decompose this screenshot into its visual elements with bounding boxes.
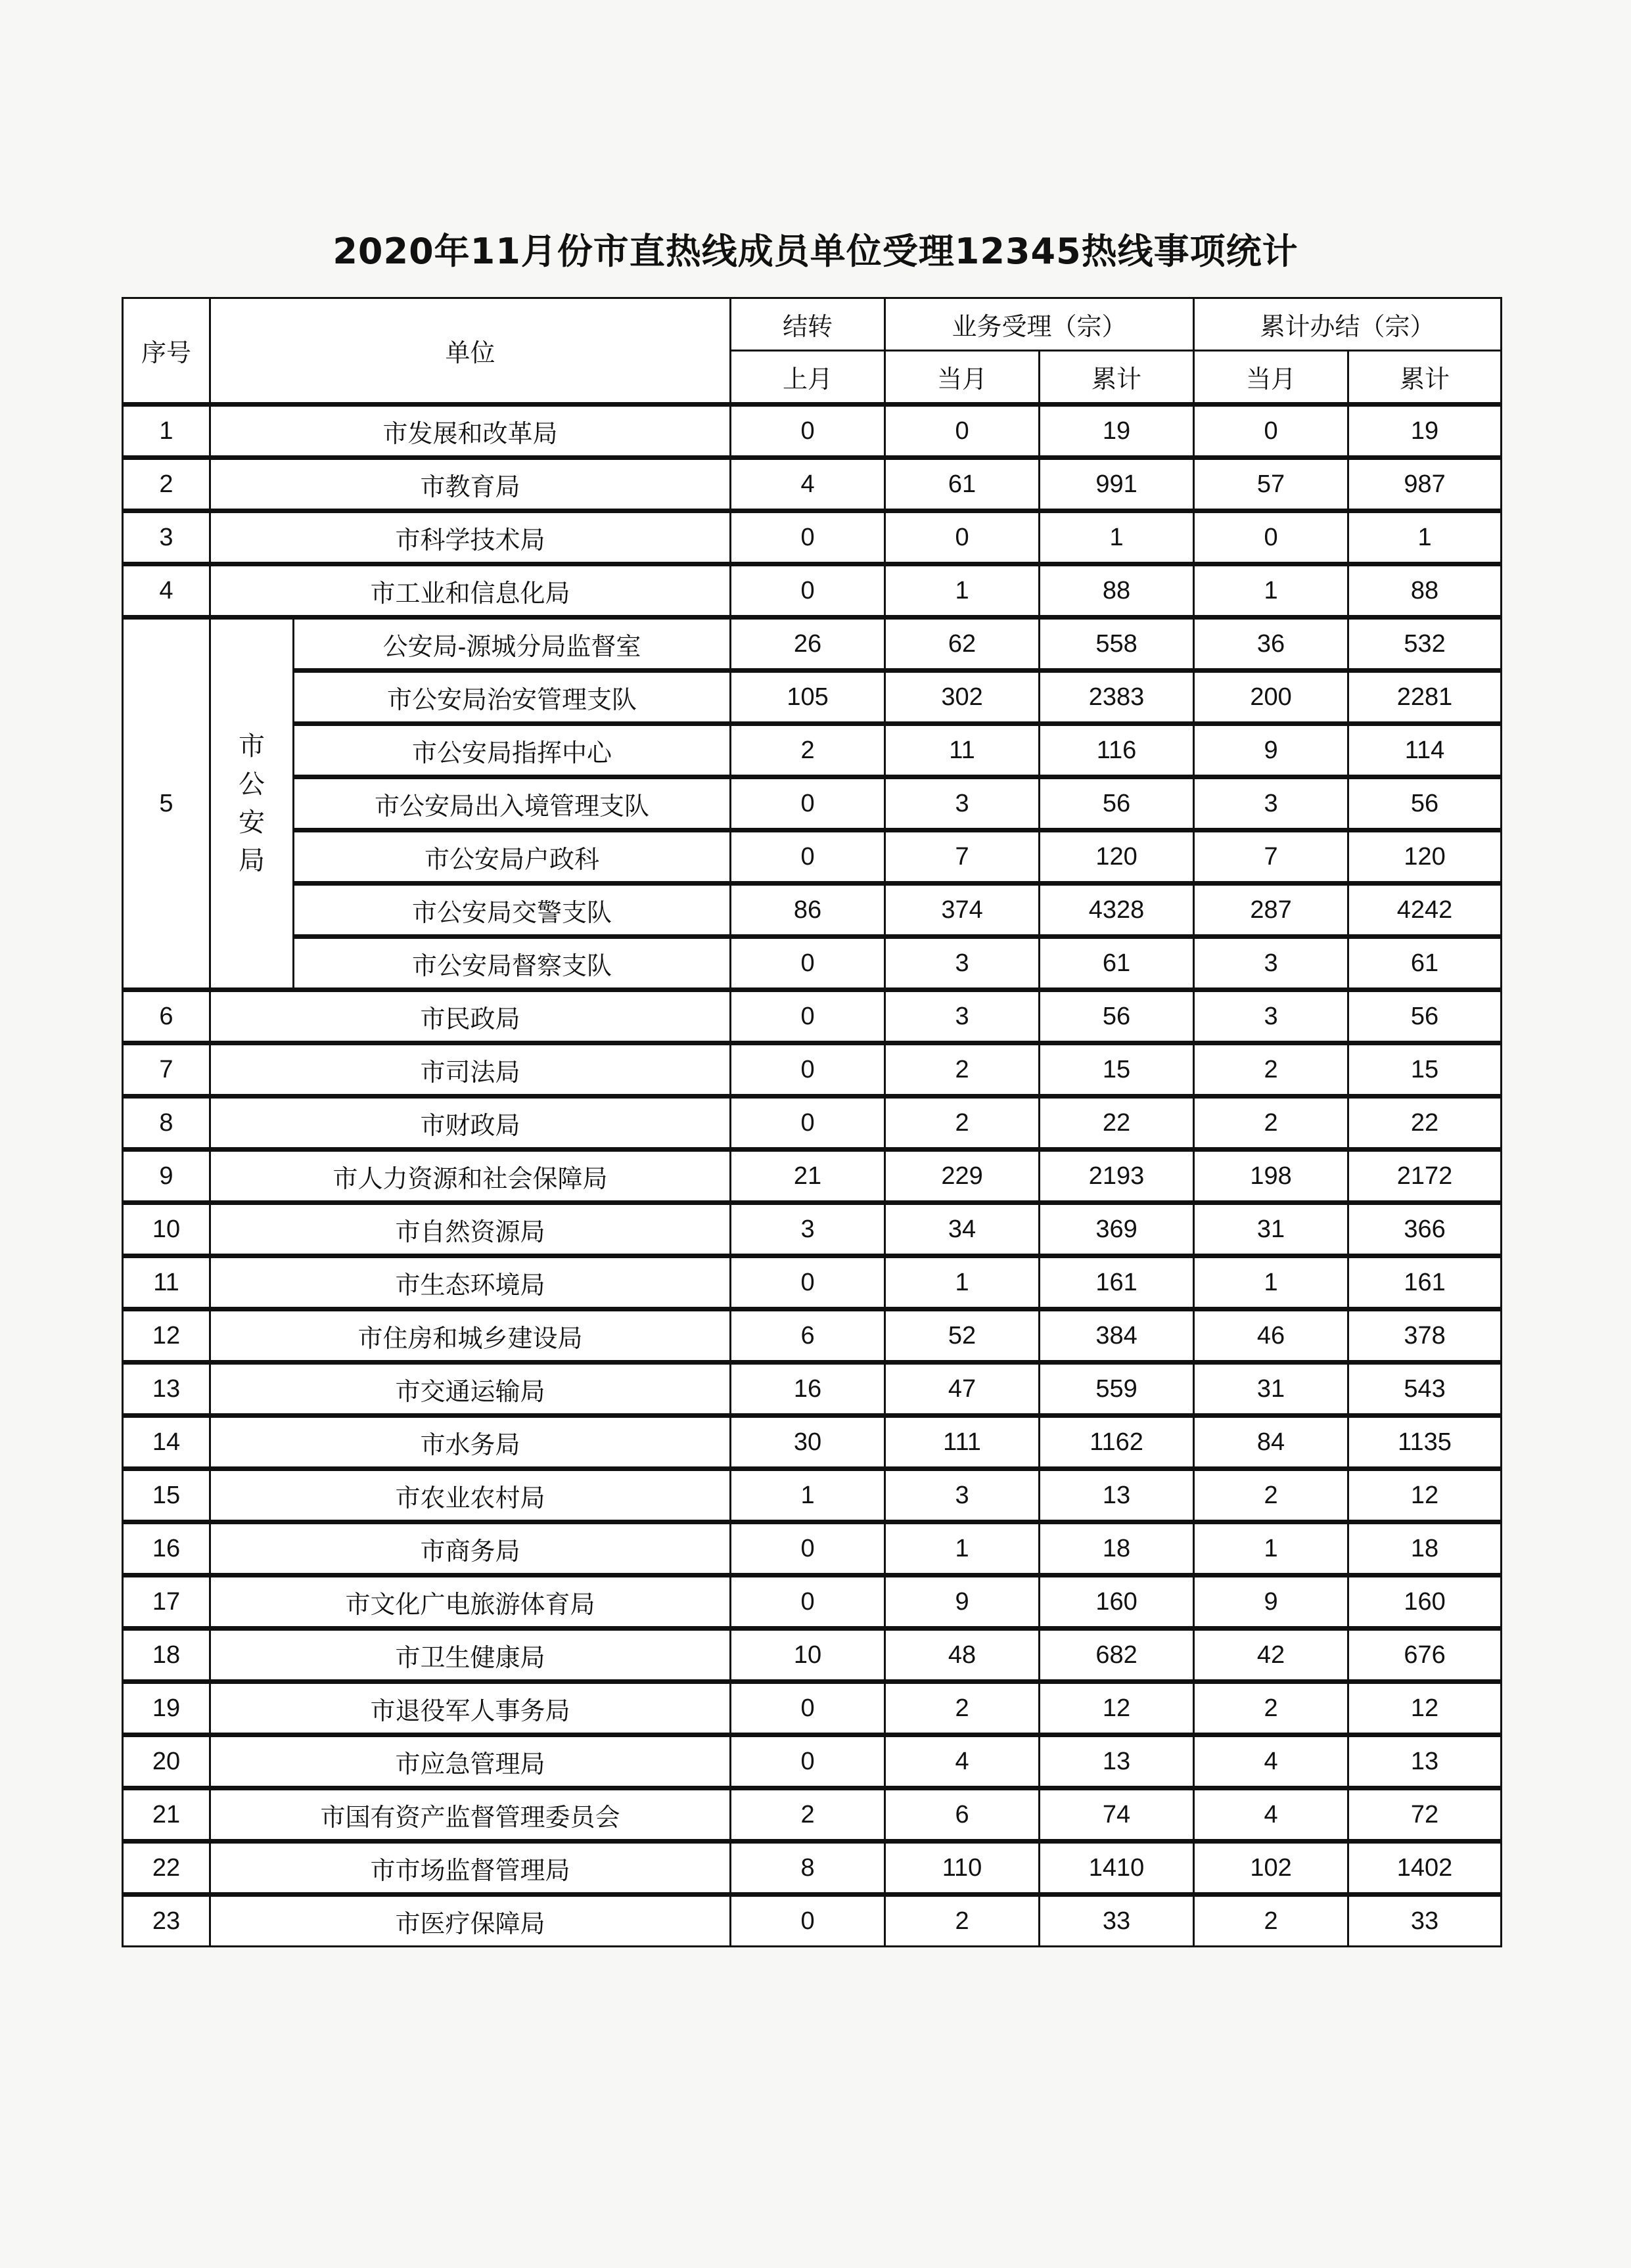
table-body	[123, 298, 1502, 1947]
close-total-cell: 160	[1348, 1576, 1502, 1629]
carry-cell: 3	[731, 1203, 885, 1256]
close-total-cell: 12	[1348, 1682, 1502, 1735]
close-total-cell: 366	[1348, 1203, 1502, 1256]
close-month-cell: 3	[1194, 777, 1348, 830]
close-total-cell: 56	[1348, 777, 1502, 830]
unit-cell: 市公安局出入境管理支队	[294, 777, 731, 830]
header-closed: 累计办结（宗）	[1194, 298, 1502, 351]
seq-cell: 19	[123, 1682, 210, 1735]
close-total-cell: 1135	[1348, 1416, 1502, 1469]
acc-month-cell: 374	[885, 884, 1040, 937]
table-row	[123, 1363, 1502, 1416]
carry-cell: 26	[731, 618, 885, 671]
header-carry: 结转	[731, 298, 885, 351]
table-row	[123, 405, 1502, 458]
carry-cell: 86	[731, 884, 885, 937]
acc-total-cell: 161	[1040, 1256, 1194, 1309]
seq-cell: 23	[123, 1895, 210, 1947]
acc-month-cell: 6	[885, 1788, 1040, 1842]
header-close-cumulative: 累计	[1348, 351, 1502, 405]
close-total-cell: 676	[1348, 1629, 1502, 1682]
close-month-cell: 0	[1194, 511, 1348, 564]
table-row	[123, 884, 1502, 937]
table-row	[123, 1203, 1502, 1256]
acc-month-cell: 1	[885, 1522, 1040, 1576]
carry-cell: 0	[731, 830, 885, 884]
table-row	[123, 511, 1502, 564]
table-row	[123, 1309, 1502, 1363]
acc-total-cell: 12	[1040, 1682, 1194, 1735]
acc-total-cell: 160	[1040, 1576, 1194, 1629]
table-row	[123, 1150, 1502, 1203]
acc-month-cell: 0	[885, 405, 1040, 458]
carry-cell: 0	[731, 1576, 885, 1629]
table-row	[123, 1682, 1502, 1735]
header-seq: 序号	[123, 298, 210, 405]
acc-total-cell: 1410	[1040, 1842, 1194, 1895]
close-total-cell: 88	[1348, 564, 1502, 618]
carry-cell: 105	[731, 671, 885, 724]
acc-total-cell: 33	[1040, 1895, 1194, 1947]
acc-month-cell: 34	[885, 1203, 1040, 1256]
police-group-label	[210, 618, 294, 990]
group-char: 公	[239, 770, 265, 799]
acc-total-cell: 22	[1040, 1097, 1194, 1150]
acc-month-cell: 4	[885, 1735, 1040, 1788]
table-row	[123, 1522, 1502, 1576]
close-month-cell: 42	[1194, 1629, 1348, 1682]
close-total-cell: 72	[1348, 1788, 1502, 1842]
close-month-cell: 1	[1194, 1256, 1348, 1309]
table-row	[123, 671, 1502, 724]
seq-cell: 14	[123, 1416, 210, 1469]
carry-cell: 1	[731, 1469, 885, 1522]
unit-cell: 公安局-源城分局监督室	[294, 618, 731, 671]
acc-month-cell: 3	[885, 990, 1040, 1043]
carry-cell: 0	[731, 511, 885, 564]
close-total-cell: 15	[1348, 1043, 1502, 1097]
close-month-cell: 2	[1194, 1895, 1348, 1947]
close-month-cell: 102	[1194, 1842, 1348, 1895]
carry-cell: 0	[731, 1097, 885, 1150]
acc-total-cell: 13	[1040, 1469, 1194, 1522]
acc-month-cell: 302	[885, 671, 1040, 724]
carry-cell: 0	[731, 1735, 885, 1788]
close-month-cell: 2	[1194, 1469, 1348, 1522]
unit-cell: 市商务局	[210, 1522, 731, 1576]
header-row-1	[123, 298, 1502, 351]
table-row	[123, 618, 1502, 671]
close-total-cell: 2281	[1348, 671, 1502, 724]
unit-cell: 市人力资源和社会保障局	[210, 1150, 731, 1203]
unit-cell: 市交通运输局	[210, 1363, 731, 1416]
acc-total-cell: 56	[1040, 777, 1194, 830]
unit-cell: 市水务局	[210, 1416, 731, 1469]
acc-total-cell: 56	[1040, 990, 1194, 1043]
header-accepted: 业务受理（宗）	[885, 298, 1194, 351]
acc-month-cell: 1	[885, 564, 1040, 618]
carry-cell: 2	[731, 1788, 885, 1842]
page-title: 2020年11月份市直热线成员单位受理12345热线事项统计	[333, 231, 1298, 272]
close-month-cell: 0	[1194, 405, 1348, 458]
carry-cell: 0	[731, 1682, 885, 1735]
acc-total-cell: 13	[1040, 1735, 1194, 1788]
seq-cell: 21	[123, 1788, 210, 1842]
close-total-cell: 19	[1348, 405, 1502, 458]
unit-cell: 市民政局	[210, 990, 731, 1043]
acc-month-cell: 110	[885, 1842, 1040, 1895]
carry-cell: 0	[731, 564, 885, 618]
close-month-cell: 2	[1194, 1682, 1348, 1735]
acc-month-cell: 7	[885, 830, 1040, 884]
carry-cell: 30	[731, 1416, 885, 1469]
seq-cell: 17	[123, 1576, 210, 1629]
close-total-cell: 22	[1348, 1097, 1502, 1150]
table-row	[123, 1576, 1502, 1629]
acc-month-cell: 229	[885, 1150, 1040, 1203]
close-month-cell: 1	[1194, 564, 1348, 618]
seq-cell: 1	[123, 405, 210, 458]
carry-cell: 4	[731, 458, 885, 511]
close-month-cell: 46	[1194, 1309, 1348, 1363]
unit-cell: 市医疗保障局	[210, 1895, 731, 1947]
header-last-month: 上月	[731, 351, 885, 405]
unit-cell: 市住房和城乡建设局	[210, 1309, 731, 1363]
header-acc-cumulative: 累计	[1040, 351, 1194, 405]
close-month-cell: 84	[1194, 1416, 1348, 1469]
acc-month-cell: 0	[885, 511, 1040, 564]
seq-cell: 2	[123, 458, 210, 511]
acc-total-cell: 61	[1040, 937, 1194, 990]
acc-total-cell: 2193	[1040, 1150, 1194, 1203]
unit-cell: 市退役军人事务局	[210, 1682, 731, 1735]
unit-cell: 市公安局指挥中心	[294, 724, 731, 777]
acc-month-cell: 9	[885, 1576, 1040, 1629]
acc-month-cell: 47	[885, 1363, 1040, 1416]
close-total-cell: 378	[1348, 1309, 1502, 1363]
unit-cell: 市公安局督察支队	[294, 937, 731, 990]
carry-cell: 16	[731, 1363, 885, 1416]
seq-cell: 13	[123, 1363, 210, 1416]
seq-cell: 16	[123, 1522, 210, 1576]
close-total-cell: 114	[1348, 724, 1502, 777]
seq-cell: 12	[123, 1309, 210, 1363]
close-total-cell: 18	[1348, 1522, 1502, 1576]
table-row	[123, 830, 1502, 884]
close-total-cell: 532	[1348, 618, 1502, 671]
acc-month-cell: 2	[885, 1043, 1040, 1097]
close-month-cell: 9	[1194, 724, 1348, 777]
acc-total-cell: 384	[1040, 1309, 1194, 1363]
carry-cell: 2	[731, 724, 885, 777]
acc-total-cell: 682	[1040, 1629, 1194, 1682]
acc-total-cell: 19	[1040, 405, 1194, 458]
close-total-cell: 161	[1348, 1256, 1502, 1309]
close-month-cell: 2	[1194, 1097, 1348, 1150]
close-month-cell: 198	[1194, 1150, 1348, 1203]
table-row	[123, 458, 1502, 511]
seq-cell: 11	[123, 1256, 210, 1309]
close-month-cell: 287	[1194, 884, 1348, 937]
table-row	[123, 564, 1502, 618]
acc-total-cell: 116	[1040, 724, 1194, 777]
group-char: 安	[239, 808, 265, 837]
close-month-cell: 31	[1194, 1363, 1348, 1416]
close-month-cell: 2	[1194, 1043, 1348, 1097]
unit-cell: 市公安局户政科	[294, 830, 731, 884]
unit-cell: 市卫生健康局	[210, 1629, 731, 1682]
carry-cell: 0	[731, 937, 885, 990]
table-row	[123, 1043, 1502, 1097]
acc-total-cell: 2383	[1040, 671, 1194, 724]
close-total-cell: 987	[1348, 458, 1502, 511]
seq-cell: 15	[123, 1469, 210, 1522]
unit-cell: 市司法局	[210, 1043, 731, 1097]
seq-cell: 4	[123, 564, 210, 618]
table-row	[123, 724, 1502, 777]
acc-total-cell: 15	[1040, 1043, 1194, 1097]
group-char: 局	[239, 846, 265, 875]
acc-month-cell: 11	[885, 724, 1040, 777]
acc-total-cell: 558	[1040, 618, 1194, 671]
close-month-cell: 7	[1194, 830, 1348, 884]
header-unit: 单位	[210, 298, 731, 405]
table-row	[123, 1842, 1502, 1895]
acc-total-cell: 1162	[1040, 1416, 1194, 1469]
seq-cell: 18	[123, 1629, 210, 1682]
carry-cell: 0	[731, 1256, 885, 1309]
seq-cell: 20	[123, 1735, 210, 1788]
close-month-cell: 200	[1194, 671, 1348, 724]
unit-cell: 市文化广电旅游体育局	[210, 1576, 731, 1629]
close-total-cell: 61	[1348, 937, 1502, 990]
unit-cell: 市市场监督管理局	[210, 1842, 731, 1895]
acc-month-cell: 2	[885, 1682, 1040, 1735]
close-total-cell: 2172	[1348, 1150, 1502, 1203]
acc-month-cell: 111	[885, 1416, 1040, 1469]
seq-cell: 3	[123, 511, 210, 564]
close-total-cell: 33	[1348, 1895, 1502, 1947]
acc-total-cell: 559	[1040, 1363, 1194, 1416]
acc-month-cell: 61	[885, 458, 1040, 511]
acc-month-cell: 1	[885, 1256, 1040, 1309]
seq-cell: 6	[123, 990, 210, 1043]
table-row	[123, 1097, 1502, 1150]
carry-cell: 0	[731, 990, 885, 1043]
close-total-cell: 1	[1348, 511, 1502, 564]
acc-month-cell: 3	[885, 1469, 1040, 1522]
acc-month-cell: 62	[885, 618, 1040, 671]
table-row	[123, 1788, 1502, 1842]
acc-total-cell: 74	[1040, 1788, 1194, 1842]
seq-cell: 22	[123, 1842, 210, 1895]
close-month-cell: 57	[1194, 458, 1348, 511]
table-row	[123, 1416, 1502, 1469]
table-row	[123, 1469, 1502, 1522]
close-month-cell: 3	[1194, 937, 1348, 990]
close-month-cell: 1	[1194, 1522, 1348, 1576]
table-row	[123, 1895, 1502, 1947]
group-char: 市	[239, 732, 265, 761]
seq-cell: 9	[123, 1150, 210, 1203]
close-month-cell: 4	[1194, 1735, 1348, 1788]
close-total-cell: 543	[1348, 1363, 1502, 1416]
seq-cell: 7	[123, 1043, 210, 1097]
unit-cell: 市科学技术局	[210, 511, 731, 564]
acc-total-cell: 88	[1040, 564, 1194, 618]
carry-cell: 0	[731, 777, 885, 830]
close-month-cell: 4	[1194, 1788, 1348, 1842]
carry-cell: 0	[731, 405, 885, 458]
acc-total-cell: 991	[1040, 458, 1194, 511]
carry-cell: 0	[731, 1522, 885, 1576]
carry-cell: 6	[731, 1309, 885, 1363]
acc-month-cell: 52	[885, 1309, 1040, 1363]
close-month-cell: 9	[1194, 1576, 1348, 1629]
carry-cell: 0	[731, 1895, 885, 1947]
table-row	[123, 1256, 1502, 1309]
unit-cell: 市国有资产监督管理委员会	[210, 1788, 731, 1842]
carry-cell: 10	[731, 1629, 885, 1682]
carry-cell: 0	[731, 1043, 885, 1097]
acc-month-cell: 3	[885, 777, 1040, 830]
close-total-cell: 12	[1348, 1469, 1502, 1522]
acc-total-cell: 18	[1040, 1522, 1194, 1576]
unit-cell: 市公安局交警支队	[294, 884, 731, 937]
carry-cell: 21	[731, 1150, 885, 1203]
close-month-cell: 36	[1194, 618, 1348, 671]
unit-cell: 市公安局治安管理支队	[294, 671, 731, 724]
unit-cell: 市财政局	[210, 1097, 731, 1150]
close-total-cell: 56	[1348, 990, 1502, 1043]
acc-total-cell: 120	[1040, 830, 1194, 884]
close-total-cell: 4242	[1348, 884, 1502, 937]
close-month-cell: 3	[1194, 990, 1348, 1043]
table-row	[123, 990, 1502, 1043]
carry-cell: 8	[731, 1842, 885, 1895]
unit-cell: 市自然资源局	[210, 1203, 731, 1256]
acc-month-cell: 48	[885, 1629, 1040, 1682]
unit-cell: 市应急管理局	[210, 1735, 731, 1788]
table-row	[123, 777, 1502, 830]
acc-month-cell: 2	[885, 1895, 1040, 1947]
header-acc-this-month: 当月	[885, 351, 1040, 405]
acc-month-cell: 3	[885, 937, 1040, 990]
close-total-cell: 1402	[1348, 1842, 1502, 1895]
statistics-table	[122, 297, 1502, 1947]
table-row	[123, 1735, 1502, 1788]
header-close-this-month: 当月	[1194, 351, 1348, 405]
table-row	[123, 1629, 1502, 1682]
table-row	[123, 937, 1502, 990]
seq-cell: 5	[123, 618, 210, 990]
acc-month-cell: 2	[885, 1097, 1040, 1150]
close-month-cell: 31	[1194, 1203, 1348, 1256]
seq-cell: 10	[123, 1203, 210, 1256]
acc-total-cell: 1	[1040, 511, 1194, 564]
acc-total-cell: 4328	[1040, 884, 1194, 937]
unit-cell: 市工业和信息化局	[210, 564, 731, 618]
close-total-cell: 13	[1348, 1735, 1502, 1788]
seq-cell: 8	[123, 1097, 210, 1150]
unit-cell: 市教育局	[210, 458, 731, 511]
unit-cell: 市发展和改革局	[210, 405, 731, 458]
close-total-cell: 120	[1348, 830, 1502, 884]
unit-cell: 市生态环境局	[210, 1256, 731, 1309]
unit-cell: 市农业农村局	[210, 1469, 731, 1522]
acc-total-cell: 369	[1040, 1203, 1194, 1256]
